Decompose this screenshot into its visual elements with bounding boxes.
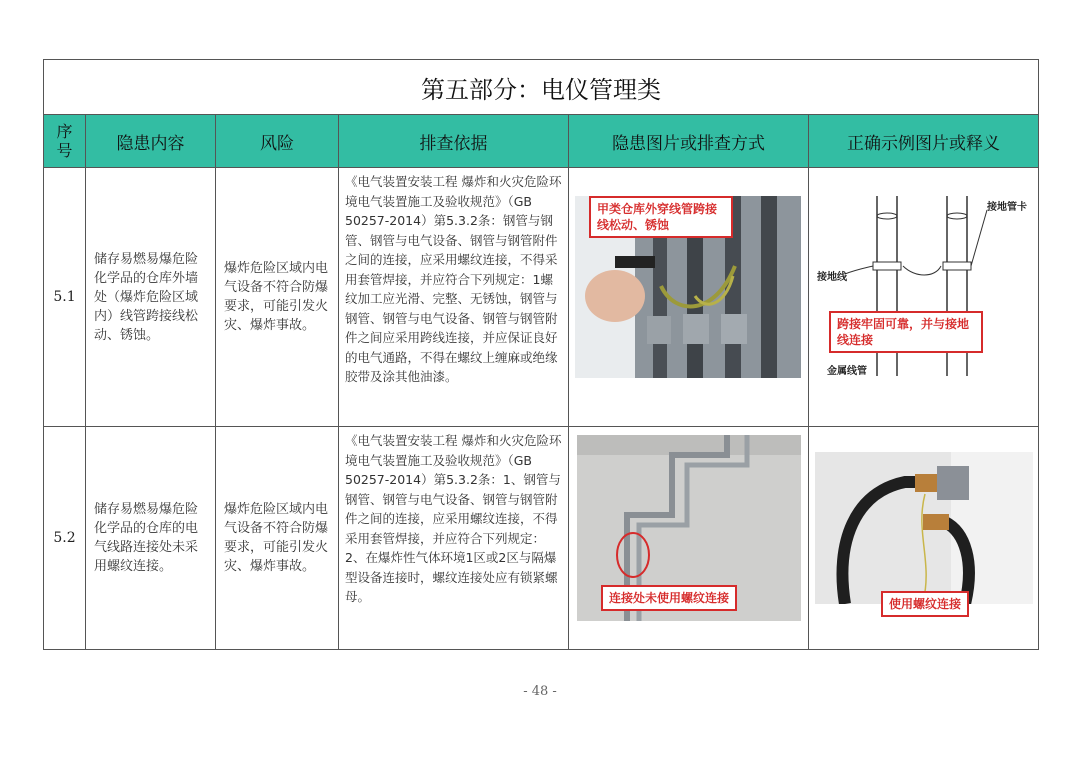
risk-content: 爆炸危险区域内电气设备不符合防爆要求，可能引发火灾、爆炸事故。 [216,168,339,427]
header-row [44,115,1039,168]
correct-photo [815,452,1033,604]
section-title: 第五部分：电仪管理类 [44,60,1039,115]
header-risk: 风险 [216,115,339,168]
header-no: 序号 [44,115,86,168]
page-number: - 48 - [523,684,557,699]
hazard-label: 甲类仓库外穿线管跨接线松动、锈蚀 [589,196,733,238]
table-row [44,168,1039,427]
correct-photo-cell [809,427,1039,650]
hazard-table [43,59,1039,650]
header-basis: 排查依据 [339,115,569,168]
correct-label: 跨接牢固可靠，并与接地线连接 [829,311,983,353]
correct-photo-cell [809,168,1039,427]
row-number: 5.2 [44,427,86,650]
risk-content: 爆炸危险区域内电气设备不符合防爆要求，可能引发火灾、爆炸事故。 [216,427,339,650]
ground-wire-label: 接地线 [817,272,847,283]
metal-pipe-label: 金属线管 [827,366,867,377]
hazard-photo-cell [569,427,809,650]
header-hazard: 隐患内容 [86,115,216,168]
header-correct-image: 正确示例图片或释义 [809,115,1039,168]
hazard-label: 连接处未使用螺纹连接 [601,585,737,611]
header-hazard-image: 隐患图片或排查方式 [569,115,809,168]
basis-content: 《电气装置安装工程 爆炸和火灾危险环境电气装置施工及验收规范》（GB 50257-2014）第5.3.2条：1、钢管与钢管、钢管与电气设备、钢管与钢管附件之间的连接，应采用螺纹连接，不得采用套管焊接，并应符合下列规定：2、在爆炸性气体环境1区或2区与隔爆型设备连接时，螺纹连接处应有锁紧螺母。 [339,427,569,650]
table-row [44,427,1039,650]
hazard-content: 储存易燃易爆危险化学品的仓库的电气线路连接处未采用螺纹连接。 [86,427,216,650]
clamp-label: 接地管卡 [987,202,1027,213]
row-number: 5.1 [44,168,86,427]
basis-content: 《电气装置安装工程 爆炸和火灾危险环境电气装置施工及验收规范》（GB 50257-2014）第5.3.2条：钢管与钢管、钢管与电气设备、钢管与钢管附件之间的连接，应采用螺纹连接，不得采用套管焊接，并应符合下列规定：1螺纹加工应光滑、完整、无锈蚀，钢管与钢管、钢管与电气设备、钢管与钢管附件之间应采用跨线连接，并应保证良好的电气通路，不得在螺纹上缠麻或绝缘胶带及涂其他油漆。 [339,168,569,427]
hazard-photo-cell [569,168,809,427]
correct-label: 使用螺纹连接 [881,591,969,617]
hazard-content: 储存易燃易爆危险化学品的仓库外墙处（爆炸危险区域内）线管跨接线松动、锈蚀。 [86,168,216,427]
